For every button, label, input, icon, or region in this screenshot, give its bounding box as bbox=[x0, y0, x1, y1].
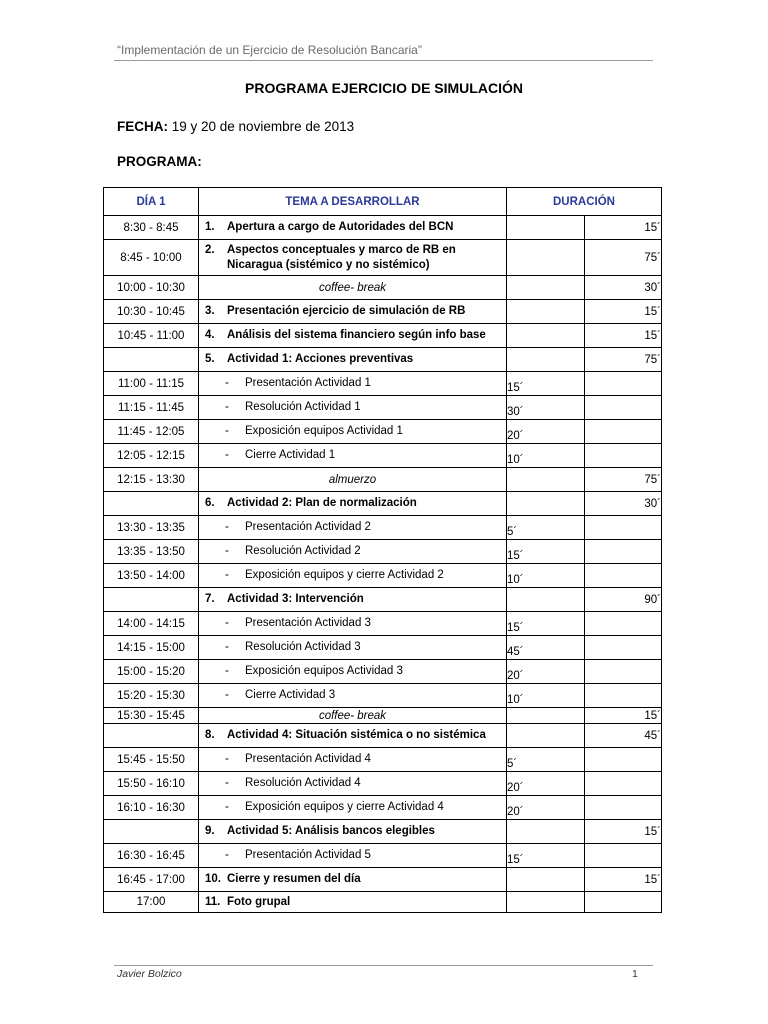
schedule-table bbox=[103, 187, 662, 913]
bullet-dash: - bbox=[225, 545, 229, 557]
bullet-dash: - bbox=[225, 449, 229, 461]
topic-cell bbox=[199, 540, 507, 564]
topic-cell bbox=[199, 396, 507, 420]
duration-cell bbox=[585, 748, 662, 772]
subduration-cell bbox=[507, 724, 585, 748]
topic-cell bbox=[199, 636, 507, 660]
subduration-cell bbox=[507, 868, 585, 892]
topic-cell bbox=[199, 564, 507, 588]
table-row bbox=[104, 372, 662, 396]
footer-author: Javier Bolzico bbox=[117, 968, 182, 980]
subduration-value: 10´ bbox=[507, 693, 524, 706]
topic-text: Foto grupal bbox=[227, 895, 291, 908]
table-row bbox=[104, 724, 662, 748]
topic-cell bbox=[199, 240, 507, 276]
item-number: 2. bbox=[205, 243, 215, 256]
bullet-dash: - bbox=[225, 641, 229, 653]
topic-cell bbox=[199, 324, 507, 348]
table-row bbox=[104, 796, 662, 820]
item-number: 8. bbox=[205, 729, 215, 741]
item-number: 4. bbox=[205, 329, 215, 341]
subtopic-text: Presentación Actividad 5 bbox=[245, 849, 371, 861]
subtopic-text: Resolución Actividad 1 bbox=[245, 401, 361, 413]
topic-text: Análisis del sistema financiero según info base bbox=[227, 329, 486, 341]
item-number: 10. bbox=[205, 873, 221, 885]
time-cell: 11:00 - 11:15 bbox=[104, 372, 199, 396]
time-cell: 15:50 - 16:10 bbox=[104, 772, 199, 796]
topic-cell bbox=[199, 516, 507, 540]
table-row bbox=[104, 772, 662, 796]
subduration-value: 15´ bbox=[507, 621, 524, 634]
subduration-value: 20´ bbox=[507, 805, 524, 818]
topic-cell bbox=[199, 820, 507, 844]
subduration-cell bbox=[507, 468, 585, 492]
bullet-dash: - bbox=[225, 849, 229, 861]
subduration-cell bbox=[507, 588, 585, 612]
header-divider bbox=[114, 60, 653, 61]
topic-cell bbox=[199, 348, 507, 372]
subtopic-text: Cierre Actividad 3 bbox=[245, 689, 336, 701]
subduration-cell bbox=[507, 772, 585, 796]
table-row bbox=[104, 708, 662, 724]
subduration-value: 5´ bbox=[507, 757, 518, 770]
subduration-cell bbox=[507, 660, 585, 684]
date-label: FECHA: bbox=[117, 119, 168, 134]
topic-cell bbox=[199, 444, 507, 468]
schedule-body bbox=[104, 216, 662, 913]
duration-cell bbox=[585, 892, 662, 913]
time-cell: 13:50 - 14:00 bbox=[104, 564, 199, 588]
break-text: almuerzo bbox=[328, 473, 377, 486]
time-cell bbox=[104, 348, 199, 372]
subduration-cell bbox=[507, 444, 585, 468]
column-header-duration: DURACIÓN bbox=[507, 188, 662, 216]
duration-cell: 15´ bbox=[585, 216, 662, 240]
time-cell: 11:15 - 11:45 bbox=[104, 396, 199, 420]
page-number: 1 bbox=[632, 968, 638, 980]
subduration-cell bbox=[507, 636, 585, 660]
bullet-dash: - bbox=[225, 569, 229, 581]
date-line bbox=[117, 119, 354, 134]
subduration-cell bbox=[507, 216, 585, 240]
topic-cell bbox=[199, 276, 507, 300]
time-cell: 14:00 - 14:15 bbox=[104, 612, 199, 636]
topic-cell bbox=[199, 844, 507, 868]
topic-text: Apertura a cargo de Autoridades del BCN bbox=[227, 221, 454, 233]
table-row bbox=[104, 612, 662, 636]
topic-text: Actividad 3: Intervención bbox=[227, 593, 364, 605]
duration-cell: 30´ bbox=[585, 492, 662, 516]
subtopic-text: Resolución Actividad 3 bbox=[245, 641, 361, 653]
subtopic-text: Exposición equipos y cierre Actividad 4 bbox=[245, 801, 444, 813]
table-row bbox=[104, 540, 662, 564]
footer-divider bbox=[114, 965, 653, 966]
subduration-value: 20´ bbox=[507, 429, 524, 442]
table-row bbox=[104, 564, 662, 588]
subduration-cell bbox=[507, 324, 585, 348]
table-row bbox=[104, 844, 662, 868]
subduration-cell bbox=[507, 396, 585, 420]
subduration-cell bbox=[507, 492, 585, 516]
table-row bbox=[104, 684, 662, 708]
duration-cell bbox=[585, 660, 662, 684]
time-cell bbox=[104, 588, 199, 612]
table-row bbox=[104, 748, 662, 772]
topic-text: Actividad 5: Análisis bancos elegibles bbox=[227, 825, 435, 837]
duration-cell bbox=[585, 540, 662, 564]
subtopic-text: Presentación Actividad 1 bbox=[245, 377, 371, 389]
time-cell bbox=[104, 820, 199, 844]
topic-text: Presentación ejercicio de simulación de RB bbox=[227, 305, 466, 317]
time-cell: 10:45 - 11:00 bbox=[104, 324, 199, 348]
topic-cell bbox=[199, 216, 507, 240]
time-cell: 11:45 - 12:05 bbox=[104, 420, 199, 444]
subtopic-text: Resolución Actividad 4 bbox=[245, 777, 361, 789]
topic-cell bbox=[199, 372, 507, 396]
subduration-cell bbox=[507, 844, 585, 868]
subduration-cell bbox=[507, 516, 585, 540]
table-row bbox=[104, 240, 662, 276]
time-cell: 13:35 - 13:50 bbox=[104, 540, 199, 564]
time-cell: 10:30 - 10:45 bbox=[104, 300, 199, 324]
time-cell bbox=[104, 724, 199, 748]
subduration-cell bbox=[507, 276, 585, 300]
subtopic-text: Exposición equipos y cierre Actividad 2 bbox=[245, 569, 444, 581]
duration-cell bbox=[585, 372, 662, 396]
time-cell: 15:30 - 15:45 bbox=[104, 708, 199, 724]
duration-cell bbox=[585, 636, 662, 660]
bullet-dash: - bbox=[225, 665, 229, 677]
table-row bbox=[104, 396, 662, 420]
subduration-cell bbox=[507, 748, 585, 772]
break-text: coffee- break bbox=[318, 281, 387, 294]
bullet-dash: - bbox=[225, 377, 229, 389]
table-header-row bbox=[104, 188, 662, 216]
item-number: 3. bbox=[205, 305, 215, 317]
subduration-value: 30´ bbox=[507, 405, 524, 418]
bullet-dash: - bbox=[225, 777, 229, 789]
topic-cell bbox=[199, 588, 507, 612]
topic-cell bbox=[199, 684, 507, 708]
item-number: 1. bbox=[205, 221, 215, 233]
subduration-cell bbox=[507, 796, 585, 820]
duration-cell bbox=[585, 396, 662, 420]
subduration-value: 15´ bbox=[507, 549, 524, 562]
table-row bbox=[104, 892, 662, 913]
subtopic-text: Presentación Actividad 3 bbox=[245, 617, 371, 629]
subduration-cell bbox=[507, 684, 585, 708]
topic-text: Actividad 2: Plan de normalización bbox=[227, 497, 417, 509]
time-cell: 12:15 - 13:30 bbox=[104, 468, 199, 492]
page-title: PROGRAMA EJERCICIO DE SIMULACIÓN bbox=[245, 80, 523, 96]
topic-cell bbox=[199, 300, 507, 324]
subduration-cell bbox=[507, 612, 585, 636]
subduration-cell bbox=[507, 300, 585, 324]
bullet-dash: - bbox=[225, 521, 229, 533]
duration-cell: 90´ bbox=[585, 588, 662, 612]
duration-cell bbox=[585, 772, 662, 796]
subduration-cell bbox=[507, 420, 585, 444]
topic-text: Actividad 4: Situación sistémica o no sistémica bbox=[227, 729, 486, 741]
item-number: 5. bbox=[205, 353, 215, 365]
duration-cell: 15´ bbox=[585, 300, 662, 324]
subtopic-text: Presentación Actividad 4 bbox=[245, 753, 371, 765]
duration-cell bbox=[585, 684, 662, 708]
item-number: 9. bbox=[205, 825, 215, 837]
table-row bbox=[104, 868, 662, 892]
table-row bbox=[104, 660, 662, 684]
bullet-dash: - bbox=[225, 689, 229, 701]
table-row bbox=[104, 636, 662, 660]
bullet-dash: - bbox=[225, 617, 229, 629]
time-cell: 15:45 - 15:50 bbox=[104, 748, 199, 772]
time-cell: 15:00 - 15:20 bbox=[104, 660, 199, 684]
duration-cell bbox=[585, 564, 662, 588]
topic-cell bbox=[199, 492, 507, 516]
item-number: 7. bbox=[205, 593, 215, 605]
time-cell: 17:00 bbox=[104, 892, 199, 913]
table-row bbox=[104, 444, 662, 468]
subduration-cell bbox=[507, 240, 585, 276]
table-row bbox=[104, 820, 662, 844]
duration-cell: 15´ bbox=[585, 868, 662, 892]
topic-cell bbox=[199, 612, 507, 636]
time-cell bbox=[104, 492, 199, 516]
item-number: 6. bbox=[205, 497, 215, 509]
duration-cell: 75´ bbox=[585, 348, 662, 372]
duration-cell: 45´ bbox=[585, 724, 662, 748]
topic-text: Aspectos conceptuales y marco de RB en Nicaragua (sistémico y no sistémico) bbox=[227, 243, 456, 271]
time-cell: 8:45 - 10:00 bbox=[104, 240, 199, 276]
duration-cell: 15´ bbox=[585, 708, 662, 724]
running-header: “Implementación de un Ejercicio de Resolución Bancaria” bbox=[117, 43, 422, 57]
subduration-value: 15´ bbox=[507, 381, 524, 394]
subduration-cell bbox=[507, 348, 585, 372]
topic-cell bbox=[199, 748, 507, 772]
date-value: 19 y 20 de noviembre de 2013 bbox=[168, 119, 355, 134]
time-cell: 12:05 - 12:15 bbox=[104, 444, 199, 468]
duration-cell: 30´ bbox=[585, 276, 662, 300]
time-cell: 14:15 - 15:00 bbox=[104, 636, 199, 660]
bullet-dash: - bbox=[225, 753, 229, 765]
subtopic-text: Exposición equipos Actividad 3 bbox=[245, 665, 403, 677]
time-cell: 16:30 - 16:45 bbox=[104, 844, 199, 868]
subduration-cell bbox=[507, 372, 585, 396]
duration-cell: 75´ bbox=[585, 240, 662, 276]
subduration-cell bbox=[507, 892, 585, 913]
table-row bbox=[104, 276, 662, 300]
subduration-value: 20´ bbox=[507, 669, 524, 682]
table-row bbox=[104, 324, 662, 348]
subtopic-text: Resolución Actividad 2 bbox=[245, 545, 361, 557]
bullet-dash: - bbox=[225, 801, 229, 813]
subduration-value: 10´ bbox=[507, 573, 524, 586]
topic-cell bbox=[199, 724, 507, 748]
bullet-dash: - bbox=[225, 425, 229, 437]
time-cell: 10:00 - 10:30 bbox=[104, 276, 199, 300]
duration-cell: 75´ bbox=[585, 468, 662, 492]
table-row bbox=[104, 216, 662, 240]
duration-cell bbox=[585, 420, 662, 444]
time-cell: 16:10 - 16:30 bbox=[104, 796, 199, 820]
program-label: PROGRAMA: bbox=[117, 154, 202, 169]
topic-cell bbox=[199, 420, 507, 444]
topic-text: Actividad 1: Acciones preventivas bbox=[227, 353, 414, 365]
bullet-dash: - bbox=[225, 401, 229, 413]
topic-cell bbox=[199, 868, 507, 892]
subduration-value: 15´ bbox=[507, 853, 524, 866]
duration-cell: 15´ bbox=[585, 820, 662, 844]
time-cell: 13:30 - 13:35 bbox=[104, 516, 199, 540]
duration-cell bbox=[585, 796, 662, 820]
topic-cell bbox=[199, 660, 507, 684]
subduration-cell bbox=[507, 820, 585, 844]
subduration-cell bbox=[507, 540, 585, 564]
topic-cell bbox=[199, 772, 507, 796]
duration-cell bbox=[585, 444, 662, 468]
table-row bbox=[104, 516, 662, 540]
table-row bbox=[104, 300, 662, 324]
time-cell: 8:30 - 8:45 bbox=[104, 216, 199, 240]
table-row bbox=[104, 492, 662, 516]
duration-cell bbox=[585, 844, 662, 868]
topic-text: Cierre y resumen del día bbox=[227, 873, 361, 885]
duration-cell bbox=[585, 516, 662, 540]
duration-cell: 15´ bbox=[585, 324, 662, 348]
subtopic-text: Cierre Actividad 1 bbox=[245, 449, 336, 461]
subtopic-text: Presentación Actividad 2 bbox=[245, 521, 371, 533]
topic-cell bbox=[199, 796, 507, 820]
break-text: coffee- break bbox=[318, 709, 387, 722]
topic-cell bbox=[199, 708, 507, 724]
topic-cell bbox=[199, 468, 507, 492]
subduration-cell bbox=[507, 708, 585, 724]
table-row bbox=[104, 588, 662, 612]
table-row bbox=[104, 348, 662, 372]
item-number: 11. bbox=[205, 895, 221, 908]
topic-cell bbox=[199, 892, 507, 913]
subduration-value: 20´ bbox=[507, 781, 524, 794]
subtopic-text: Exposición equipos Actividad 1 bbox=[245, 425, 403, 437]
duration-cell bbox=[585, 612, 662, 636]
subduration-value: 10´ bbox=[507, 453, 524, 466]
table-row bbox=[104, 420, 662, 444]
table-row bbox=[104, 468, 662, 492]
subduration-value: 5´ bbox=[507, 525, 518, 538]
column-header-topic: TEMA A DESARROLLAR bbox=[199, 188, 507, 216]
subduration-cell bbox=[507, 564, 585, 588]
time-cell: 15:20 - 15:30 bbox=[104, 684, 199, 708]
time-cell: 16:45 - 17:00 bbox=[104, 868, 199, 892]
subduration-value: 45´ bbox=[507, 645, 524, 658]
column-header-day: DÍA 1 bbox=[104, 188, 199, 216]
